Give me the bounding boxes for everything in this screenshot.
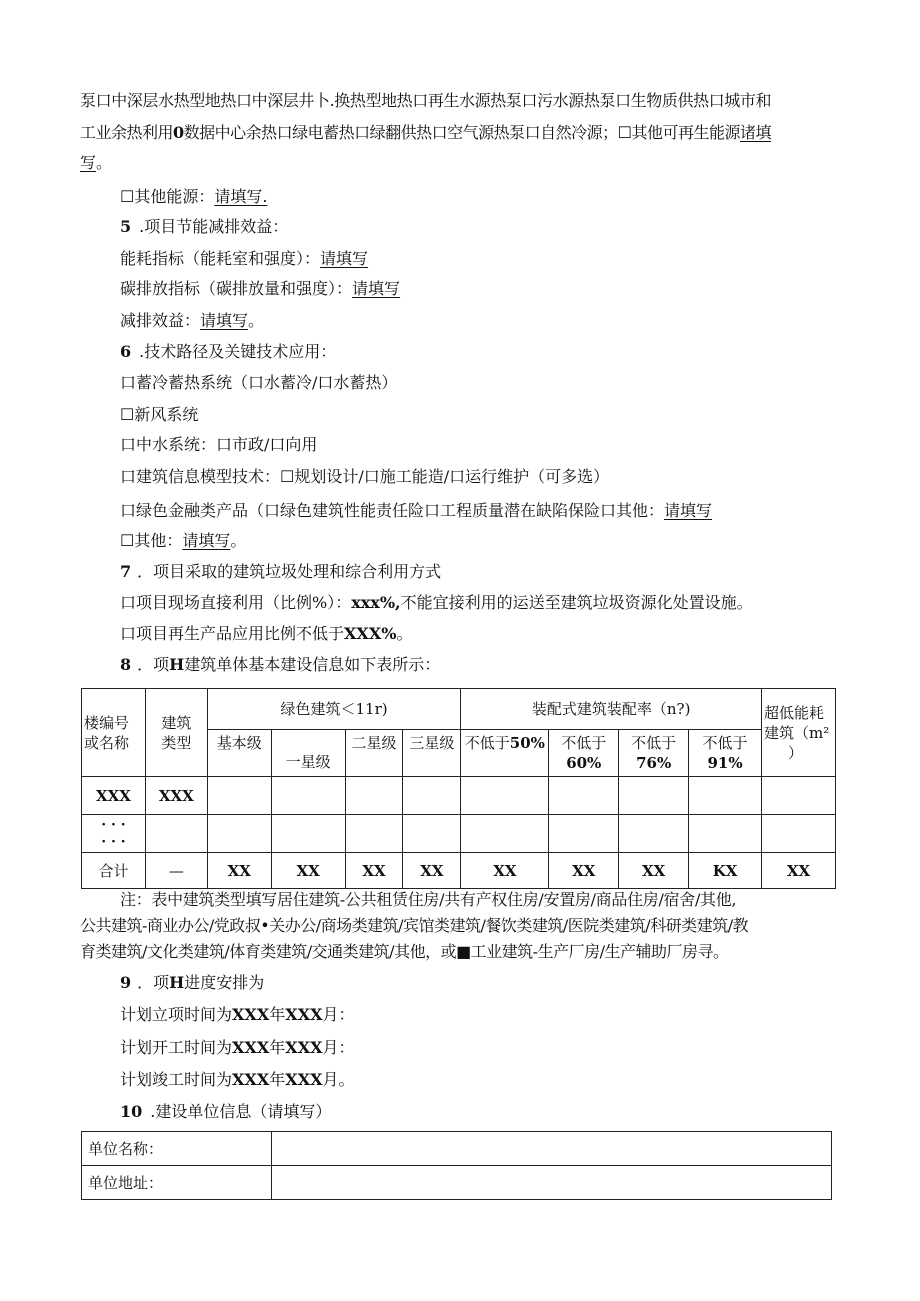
- tech-option-fresh-air[interactable]: ☐新风系统: [120, 405, 199, 424]
- section-title: .建设单位信息（请填写）: [150, 1102, 332, 1121]
- green-finance-fill[interactable]: 请填写: [664, 501, 713, 520]
- header-ultra-low-energy: [761, 689, 835, 777]
- cell[interactable]: [271, 777, 345, 815]
- cell-total: XX: [403, 853, 461, 889]
- plan-text: 年: [269, 1070, 286, 1089]
- energy-list-line-1: 泵口中深层水热型地热口中深层井卜.换热型地热口再生水源热泵口污水源热泵口生物质供热口城市和: [80, 91, 772, 110]
- energy-index-fill[interactable]: 请填写: [320, 249, 369, 268]
- section-number: 7: [120, 562, 132, 581]
- waste-onsite-rest: 不能宜接利用的运送至建筑垃圾资源化处置设施。: [400, 593, 753, 612]
- tech-option-green-finance[interactable]: [120, 500, 712, 522]
- header-text: 超低能耗: [763, 703, 824, 722]
- plan-year[interactable]: XXX: [232, 1038, 270, 1057]
- cell[interactable]: [207, 815, 271, 853]
- carbon-index-fill[interactable]: 请填写: [352, 279, 401, 298]
- header-text: 不低于: [464, 734, 510, 752]
- energy-index-line: [120, 248, 368, 270]
- section-title: ．项: [137, 973, 170, 992]
- cell[interactable]: [549, 777, 619, 815]
- other-energy-line: [120, 186, 267, 208]
- tech-other-fill[interactable]: 请填写: [182, 531, 231, 550]
- plan-approval-line: [120, 1004, 355, 1026]
- waste-recycled-ratio: XXX%: [344, 624, 397, 643]
- energy-list-line-3: [80, 152, 112, 174]
- section-title-bold: H: [169, 973, 185, 992]
- fill-in-field[interactable]: 诸填: [740, 123, 772, 142]
- section-title: .项目节能减排效益：: [139, 217, 289, 236]
- cell-total: XX: [271, 853, 345, 889]
- table-note-line-2: 公共建筑-商业办公/党政叔•关办公/商场类建筑/宾馆类建筑/餐饮类建筑/医院类建筑/科研类建筑/教: [80, 916, 749, 935]
- energy-list-text: 工业余热利用: [80, 123, 174, 142]
- period: 。: [396, 624, 413, 643]
- cell-total: XX: [207, 853, 271, 889]
- cell-building-id[interactable]: XXX: [82, 777, 146, 815]
- cell-total: XX: [549, 853, 619, 889]
- plan-completion-line: [120, 1069, 355, 1091]
- carbon-index-label: 碳排放指标（碳排放量和强度）：: [120, 279, 353, 298]
- cell-total-type: —: [145, 853, 207, 889]
- table-note-line-1: 注：表中建筑类型填写居住建筑-公共租赁住房/共有产权住房/安置房/商品住房/宿舍/其他,: [120, 890, 737, 909]
- cell[interactable]: [207, 777, 271, 815]
- header-percent: 91%: [707, 754, 743, 772]
- waste-onsite-line[interactable]: [120, 592, 753, 614]
- header-prefab-60: [549, 730, 619, 777]
- header-prefab-76: [619, 730, 689, 777]
- ellipsis-text: · · ·: [101, 816, 126, 833]
- section-number: 8: [120, 655, 132, 674]
- plan-month[interactable]: XXX: [285, 1070, 323, 1089]
- tech-option-other[interactable]: [120, 530, 246, 552]
- ellipsis-text: · · ·: [101, 833, 126, 850]
- unit-name-input[interactable]: [271, 1132, 831, 1166]
- plan-label: 计划竣工时间为: [120, 1070, 233, 1089]
- header-building-id: [82, 689, 146, 777]
- section-title: ．项: [137, 655, 170, 674]
- cell-total: XX: [619, 853, 689, 889]
- energy-list-bold-digit: 0: [173, 123, 184, 142]
- waste-onsite-label: 口项目现场直接利用（比例%）：: [120, 593, 352, 612]
- header-prefab-91: [689, 730, 762, 777]
- section-title: 建筑单体基本建设信息如下表所示：: [184, 655, 441, 674]
- waste-recycled-line[interactable]: [120, 623, 412, 645]
- table-row: [82, 1166, 832, 1200]
- waste-onsite-ratio: xxx%,: [351, 593, 401, 612]
- header-green-three-star: 三星级: [403, 730, 461, 777]
- cell[interactable]: [461, 815, 549, 853]
- section-9-heading: [120, 972, 264, 994]
- cell[interactable]: [271, 815, 345, 853]
- cell[interactable]: [345, 815, 403, 853]
- cell-building-type[interactable]: XXX: [145, 777, 207, 815]
- header-text: 类型: [161, 733, 192, 752]
- reduction-label: 减排效益：: [120, 311, 201, 330]
- unit-address-input[interactable]: [271, 1166, 831, 1200]
- tech-option-bim[interactable]: 口建筑信息模型技术：☐规划设计/口施工能造/口运行维护（可多选）: [120, 467, 610, 486]
- header-text: 不低于: [631, 734, 677, 752]
- building-info-table: [81, 688, 836, 889]
- table-row: [82, 1132, 832, 1166]
- cell-total: XX: [345, 853, 403, 889]
- plan-label: 计划立项时间为: [120, 1005, 233, 1024]
- header-green-building: 绿色建筑＜11r): [207, 689, 461, 730]
- cell[interactable]: [619, 777, 689, 815]
- carbon-index-line: [120, 278, 400, 300]
- tech-option-storage[interactable]: 口蓄冷蓄热系统（口水蓄冷/口水蓄热）: [120, 373, 398, 392]
- header-text: 不低于: [702, 734, 748, 752]
- plan-text: 月：: [322, 1005, 355, 1024]
- unit-info-table: [81, 1131, 832, 1200]
- cell[interactable]: [145, 815, 207, 853]
- tech-other-label: ☐其他：: [120, 531, 183, 550]
- table-row: [82, 777, 836, 815]
- reduction-fill[interactable]: 请填写: [200, 311, 249, 330]
- energy-list-text: 数据中心余热口绿电蓄热口绿翻供热口空气源热泵口自然冷源；☐其他可再生能源: [183, 123, 741, 142]
- plan-month[interactable]: XXX: [285, 1005, 323, 1024]
- plan-label: 计划开工时间为: [120, 1038, 233, 1057]
- table-row: [82, 815, 836, 853]
- header-text: 建筑（m²: [763, 723, 830, 742]
- fill-in-field[interactable]: 写: [80, 153, 97, 172]
- section-number: 5: [120, 217, 132, 236]
- cell[interactable]: [403, 815, 461, 853]
- header-text: 不低于: [561, 734, 607, 752]
- header-text: 建筑: [161, 713, 192, 732]
- cell[interactable]: [403, 777, 461, 815]
- header-percent: 60%: [566, 754, 602, 772]
- cell[interactable]: [461, 777, 549, 815]
- section-number: 10: [120, 1102, 143, 1121]
- section-10-heading: [120, 1101, 331, 1123]
- header-text: 楼编号: [84, 713, 130, 732]
- plan-year[interactable]: XXX: [232, 1070, 270, 1089]
- table-total-row: [82, 853, 836, 889]
- period: 。: [96, 153, 113, 172]
- reduction-line: [120, 310, 264, 332]
- plan-text: 年: [269, 1038, 286, 1057]
- cell[interactable]: [761, 815, 835, 853]
- section-6-heading: [120, 341, 336, 363]
- cell[interactable]: [549, 815, 619, 853]
- section-title: .技术路径及关键技术应用：: [139, 342, 337, 361]
- cell-total-label: 合计: [82, 853, 146, 889]
- plan-text: 月。: [322, 1070, 355, 1089]
- header-text: 或名称: [84, 733, 130, 752]
- cell[interactable]: [345, 777, 403, 815]
- section-number: 9: [120, 973, 132, 992]
- plan-text: 年: [269, 1005, 286, 1024]
- section-7-heading: [120, 561, 441, 583]
- plan-month[interactable]: XXX: [285, 1038, 323, 1057]
- section-title-bold: H: [169, 655, 185, 674]
- section-8-heading: [120, 654, 440, 676]
- cell[interactable]: [689, 777, 762, 815]
- unit-address-label: 单位地址：: [82, 1166, 272, 1200]
- cell[interactable]: [619, 815, 689, 853]
- cell-total: KX: [689, 853, 762, 889]
- energy-index-label: 能耗指标（能耗室和强度）：: [120, 249, 321, 268]
- header-green-two-star: 二星级: [345, 730, 403, 777]
- header-prefab-rate: 装配式建筑装配率（n?): [461, 689, 762, 730]
- header-building-type: [145, 689, 207, 777]
- plan-text: 月：: [322, 1038, 355, 1057]
- tech-option-reclaimed-water[interactable]: 口中水系统：口市政/口向用: [120, 435, 318, 454]
- cell-total: XX: [761, 853, 835, 889]
- period: 。: [230, 531, 247, 550]
- cell[interactable]: [761, 777, 835, 815]
- section-5-heading: [120, 216, 288, 238]
- header-text: ）: [787, 743, 803, 762]
- cell-total: XX: [461, 853, 549, 889]
- energy-list-line-2: [80, 122, 771, 144]
- header-green-one-star: 一星级: [271, 730, 345, 777]
- cell[interactable]: [689, 815, 762, 853]
- other-energy-fill[interactable]: 请填写.: [214, 187, 268, 206]
- waste-recycled-label: 口项目再生产品应用比例不低于: [120, 624, 345, 643]
- section-title: ．项目采取的建筑垃圾处理和综合利用方式: [137, 562, 442, 581]
- unit-name-label: 单位名称：: [82, 1132, 272, 1166]
- table-note-line-3: 育类建筑/文化类建筑/体育类建筑/交通类建筑/其他，或■工业建筑-生产厂房/生产辅助厂房寻。: [80, 942, 729, 961]
- header-percent: 50%: [509, 734, 545, 752]
- header-percent: 76%: [636, 754, 672, 772]
- period: 。: [248, 311, 265, 330]
- section-number: 6: [120, 342, 132, 361]
- green-finance-text: 口绿色金融类产品（口绿色建筑性能责任险口工程质量潜在缺陷保险口其他：: [120, 501, 665, 520]
- plan-start-line: [120, 1037, 355, 1059]
- other-energy-label: ☐其他能源：: [120, 187, 215, 206]
- section-title: 进度安排为: [184, 973, 265, 992]
- header-prefab-50: [461, 730, 549, 777]
- plan-year[interactable]: XXX: [232, 1005, 270, 1024]
- cell-ellipsis: [82, 815, 146, 853]
- header-green-basic: 基本级: [207, 730, 271, 777]
